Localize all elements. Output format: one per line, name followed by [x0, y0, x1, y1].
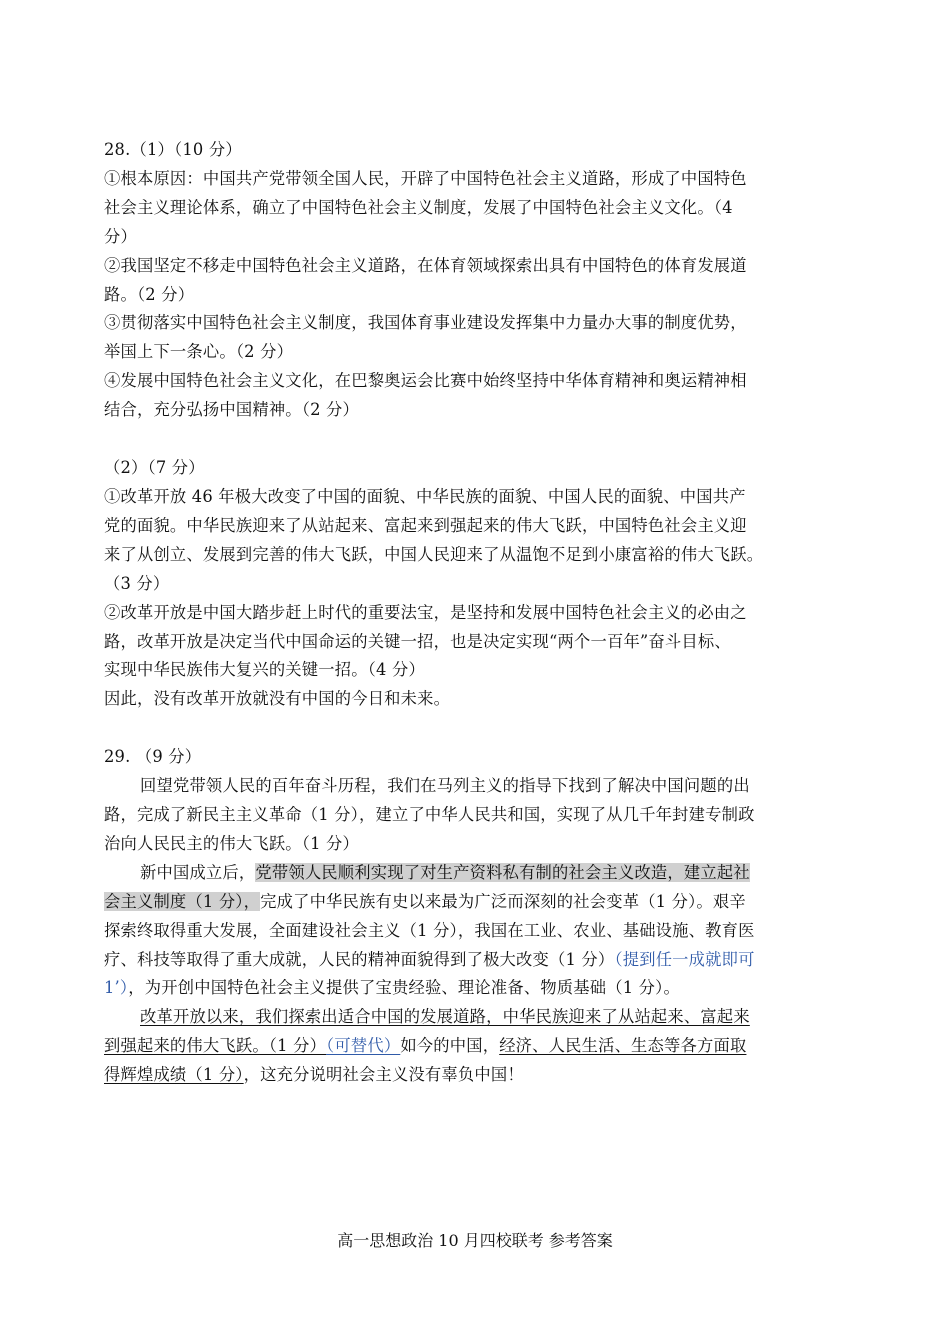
- text-span: 疗、科技等取得了重大成就，人民的精神面貌得到了极大改变（1 分）: [104, 949, 615, 969]
- answer-content: [104, 136, 849, 1090]
- text-line: [104, 1003, 849, 1032]
- q29-paragraph-3: [104, 1003, 849, 1090]
- underlined-text: 到强起来的伟大飞跃。（1 分）: [104, 1036, 327, 1056]
- text-line: [104, 859, 849, 888]
- text-line: [104, 1032, 849, 1061]
- text-line: [104, 888, 849, 917]
- q29-header: 29. （9 分）: [104, 747, 202, 767]
- q28-point-1: [104, 165, 849, 252]
- q28-part2-point-1: [104, 483, 849, 599]
- text-line: ①改革开放 46 年极大改变了中国的面貌、中华民族的面貌、中国人民的面貌、中国共产: [104, 486, 746, 506]
- q28-point-4: [104, 367, 849, 425]
- text-line: 分）: [104, 226, 137, 246]
- text-line: [104, 1061, 849, 1090]
- underlined-text: 得辉煌成绩（1 分）: [104, 1065, 244, 1085]
- underlined-text: 改革开放以来，我们探索出适合中国的发展道路，中华民族迎来了从站起来、富起来: [140, 1007, 750, 1027]
- text-span: ，这充分说明社会主义没有辜负中国！: [243, 1065, 524, 1085]
- text-span: ，为开创中国特色社会主义提供了宝贵经验、理论准备、物质基础（1 分）。: [128, 978, 680, 998]
- text-line: 党的面貌。中华民族迎来了从站起来、富起来到强起来的伟大飞跃，中国特色社会主义迎: [104, 515, 747, 535]
- q28-part2-header: （2）（7 分）: [104, 458, 205, 478]
- grading-note: （提到任一成就即可: [614, 949, 755, 969]
- q29-paragraph-2: [104, 859, 849, 1004]
- q28-point-3: [104, 309, 849, 367]
- page-footer: 高一思想政治 10 月四校联考 参考答案: [337, 1231, 613, 1250]
- text-line: （3 分）: [104, 573, 170, 593]
- text-line: 举国上下一条心。（2 分）: [104, 342, 294, 362]
- text-line: 路，改革开放是决定当代中国命运的关键一招，也是决定实现“两个一百年”奋斗目标、: [104, 631, 731, 651]
- text-line: ①根本原因：中国共产党带领全国人民，开辟了中国特色社会主义道路，形成了中国特色: [104, 168, 747, 188]
- q28-point-2: [104, 252, 849, 310]
- text-line: 实现中华民族伟大复兴的关键一招。（4 分）: [104, 660, 425, 680]
- text-line: 结合，充分弘扬中国精神。（2 分）: [104, 400, 360, 420]
- text-line: 路，完成了新民主主义革命（1 分），建立了中华人民共和国，实现了从几千年封建专制政: [104, 805, 755, 825]
- grading-note: （可替代）: [326, 1036, 401, 1056]
- text-line: ②我国坚定不移走中国特色社会主义道路，在体育领域探索出具有中国特色的体育发展道: [104, 255, 747, 275]
- text-span: 新中国成立后，: [140, 862, 256, 882]
- highlighted-text: 会主义制度（1 分），: [104, 891, 261, 911]
- text-line: 路。（2 分）: [104, 284, 195, 304]
- text-line: ③贯彻落实中国特色社会主义制度，我国体育事业建设发挥集中力量办大事的制度优势，: [104, 313, 747, 333]
- q28-conclusion: 因此，没有改革开放就没有中国的今日和未来。: [104, 689, 451, 709]
- text-span: 如今的中国，: [400, 1036, 500, 1056]
- grading-note: 1’）: [104, 978, 129, 998]
- text-line: ④发展中国特色社会主义文化，在巴黎奥运会比赛中始终坚持中华体育精神和奥运精神相: [104, 371, 747, 391]
- text-line: 来了从创立、发展到完善的伟大飞跃，中国人民迎来了从温饱不足到小康富裕的伟大飞跃。: [104, 544, 764, 564]
- text-span: 完成了中华民族有史以来最为广泛而深刻的社会变革（1 分）。艰辛: [260, 891, 746, 911]
- underlined-text: 经济、人民生活、生态等各方面取: [499, 1036, 747, 1056]
- text-line: 回望党带领人民的百年奋斗历程，我们在马列主义的指导下找到了解决中国问题的出: [140, 776, 750, 796]
- text-line: 探索终取得重大发展，全面建设社会主义（1 分），我国在工业、农业、基础设施、教育医: [104, 920, 755, 940]
- text-line: [104, 946, 849, 975]
- q28-header: 28.（1）（10 分）: [104, 140, 242, 159]
- highlighted-text: 党带领人民顺利实现了对生产资料私有制的社会主义改造，建立起社: [255, 862, 750, 882]
- text-line: [104, 974, 849, 1003]
- q28-part2-point-2: [104, 599, 849, 686]
- text-line: 治向人民民主的伟大飞跃。（1 分）: [104, 833, 360, 853]
- text-line: ②改革开放是中国大踏步赶上时代的重要法宝，是坚持和发展中国特色社会主义的必由之: [104, 602, 747, 622]
- text-line: 社会主义理论体系，确立了中国特色社会主义制度，发展了中国特色社会主义文化。（4: [104, 197, 733, 217]
- q29-paragraph-1: [104, 772, 849, 859]
